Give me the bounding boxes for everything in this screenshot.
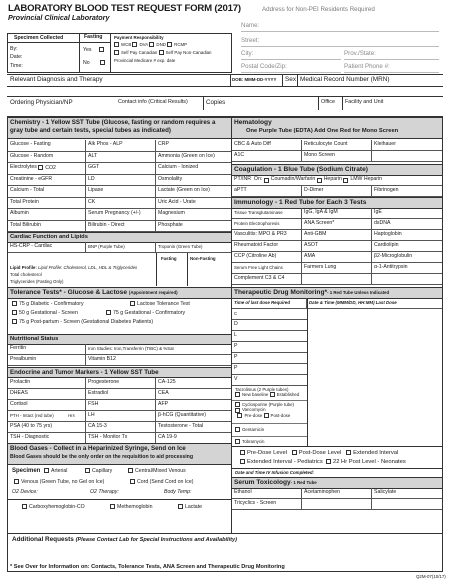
- nutritional-row: [8, 344, 231, 355]
- immunology-cell[interactable]: dsDNA: [374, 220, 391, 227]
- immunology-row: [232, 219, 442, 230]
- test-ptinr[interactable]: PT/INR On: Coumadin/Warfarin Heparin LMW Heparin: [234, 176, 383, 183]
- chemistry-row: [8, 186, 231, 198]
- name-field[interactable]: Name:: [241, 22, 439, 32]
- nutritional-header: Nutritional Status: [8, 334, 231, 345]
- lab-name: Provincial Clinical Laboratory: [8, 13, 110, 22]
- chemistry-row: [8, 163, 231, 175]
- immunology-cell[interactable]: CCP (Citroline Ab): [232, 252, 302, 262]
- chemistry-cell[interactable]: Serum Pregnancy (+/-): [86, 209, 156, 220]
- immunology-header: Immunology - 1 Red Tube for Each 3 Tests: [232, 197, 442, 209]
- test-troponin[interactable]: Troponin (Green Tube): [158, 244, 203, 250]
- level-options-2[interactable]: Extended Interval - Pediatrics 22 Hr Post Level - Neonates: [240, 459, 406, 466]
- tol-lactose[interactable]: Lactose Tolerance Test: [130, 301, 190, 308]
- bg-cord[interactable]: Cord (Send Cord on Ice): [130, 479, 194, 486]
- contact-info[interactable]: Contact info (Critical Results): [118, 99, 188, 105]
- coagulation-header: Coagulation - 1 Blue Tube (Sodium Citrate): [232, 164, 442, 176]
- coag-row: [232, 186, 442, 197]
- serumtox-row: [232, 488, 442, 499]
- immunology-cell[interactable]: α-1-Antitrypsin: [374, 264, 408, 271]
- tdm-drug-row: [232, 375, 307, 386]
- tdm-drug-row: [232, 320, 307, 331]
- tdm-drug-cell[interactable]: P: [234, 343, 238, 350]
- endocrine-cell[interactable]: CA 15-3: [86, 422, 156, 432]
- tdm-drug-row: [232, 331, 307, 342]
- tdm-drug-cell[interactable]: C: [234, 311, 238, 317]
- cortisol-hrs: Hrs: [68, 413, 75, 418]
- tol-50g-gest[interactable]: 50 g Gestational - Screen: [12, 310, 78, 317]
- relevant-diagnosis[interactable]: Relevant Diagnosis and Therapy: [10, 76, 103, 83]
- hematology-cell: [372, 151, 442, 161]
- immunology-row: [232, 208, 442, 219]
- phone-field[interactable]: Patient Phone #:: [344, 63, 439, 73]
- infusion-label[interactable]: Date and Time IV Infusion Completed:: [235, 470, 314, 475]
- bg-capillary[interactable]: Capillary: [85, 468, 112, 475]
- tol-postpartum[interactable]: 75 g Post-partum - Screen (Gestational Diabetes Patients): [12, 319, 153, 326]
- fasting-no[interactable]: No: [83, 60, 107, 67]
- test-ddimer[interactable]: D-Dimer: [302, 186, 372, 196]
- form-title: LABORATORY BLOOD TEST REQUEST FORM (2017): [8, 3, 241, 14]
- facility-label[interactable]: Facility and Unit: [345, 99, 384, 105]
- hematology-cell[interactable]: Mono Screen: [302, 151, 372, 161]
- payment-title: Payment Responsibility: [114, 35, 164, 40]
- tdm-drug-row: [232, 364, 307, 375]
- hematology-cell[interactable]: Kleihauer: [374, 141, 396, 148]
- serumtox-cell[interactable]: Salicylate: [374, 489, 397, 496]
- bloodgas-header: Blood Gases - Collect in a Heparinized Syringe, Send on Ice Blood Gases should be the only order on the requisition to aid processing: [8, 443, 231, 465]
- time-label: Time:: [10, 63, 23, 69]
- nutritional-row: [8, 355, 231, 366]
- chemistry-cell[interactable]: CRP: [158, 141, 169, 148]
- serumtox-cell: [372, 499, 442, 509]
- endocrine-cell[interactable]: Progesterone: [86, 378, 156, 388]
- endocrine-cell[interactable]: DHEAS: [8, 389, 86, 399]
- bg-co[interactable]: Carboxyhemoglobin-CO: [22, 504, 85, 511]
- chemistry-cell[interactable]: Glucose - Random: [8, 152, 86, 163]
- immunology-cell[interactable]: Anti-GBM: [302, 230, 372, 240]
- address-title: Address for Non-PEI Residents Required: [262, 6, 375, 13]
- immunology-row: [232, 274, 442, 285]
- hematology-row: [232, 151, 442, 162]
- endocrine-row: [8, 411, 231, 422]
- chemistry-cell[interactable]: GGT: [86, 163, 156, 174]
- lipid-profile[interactable]: Lipid Profile: Lipid Profile: Cholesterol, LDL, HDL & Triglycerides: [10, 265, 138, 270]
- fasting-yes[interactable]: Yes: [83, 47, 106, 54]
- level-options[interactable]: Pre-Dose Level Post-Dose Level Extended Interval: [240, 450, 398, 457]
- chemistry-cell[interactable]: CK: [86, 198, 156, 209]
- immunology-cell[interactable]: Rheumatoid Factor: [232, 241, 302, 251]
- body-temp[interactable]: Body Temp:: [164, 489, 192, 495]
- immunology-row: [232, 241, 442, 252]
- tdm-cyclosporine[interactable]: Cyclosporine (Purple tube) Vancomycin Pre-dose Post-dose: [235, 402, 294, 418]
- serumtox-header: Serum Toxicology- 1 Red Tube: [232, 477, 442, 489]
- immunology-cell[interactable]: ASOT: [302, 241, 372, 251]
- chemistry-cell[interactable]: Uric Acid - Urate: [158, 198, 196, 205]
- tdm-col2: Date & Time (MMM/DD, HH:MM) Last Dose: [309, 300, 397, 306]
- chemistry-cell[interactable]: Glucose - Fasting: [8, 140, 86, 151]
- immunology-row: [232, 230, 442, 241]
- office-label[interactable]: Office: [321, 99, 335, 105]
- test-fibrinogen[interactable]: Fibrinogen: [374, 187, 399, 194]
- chemistry-row: [8, 209, 231, 221]
- chemistry-row: [8, 198, 231, 210]
- fasting-label: Fasting: [84, 34, 103, 40]
- immunology-row: [232, 252, 442, 263]
- serumtox-cell: [302, 499, 372, 509]
- endocrine-cell[interactable]: β-hCG (Quantitative): [158, 412, 206, 419]
- form-code: Q2M-07(10/17): [416, 574, 446, 579]
- endocrine-row: [8, 422, 231, 433]
- endocrine-cell[interactable]: TSH - Monitor Tx: [86, 433, 156, 443]
- chemistry-row: [8, 152, 231, 164]
- immunology-cell[interactable]: AMA: [302, 252, 372, 262]
- coag-ptinr-row: [232, 175, 442, 186]
- city-field[interactable]: City:: [241, 50, 341, 60]
- tolerance-header: Tolerance Tests* - Glucose & Lactose (Appointment required): [8, 287, 231, 299]
- tol-75g-gest[interactable]: 75 g Gestational - Confirmatory: [106, 310, 185, 317]
- nutritional-cell[interactable]: Iron Studies: Iron,Transferrin (TIBC) & %Sat: [88, 346, 174, 352]
- bg-venous[interactable]: Venous (Green Tube, no Gel on Ice): [14, 479, 104, 486]
- bg-lactate[interactable]: Lactate: [178, 504, 202, 511]
- specimen-collected-label: Specimen Collected: [14, 35, 64, 41]
- chemistry-cell[interactable]: Phosphate: [158, 221, 183, 228]
- chemistry-row: [8, 221, 231, 233]
- immunology-cell[interactable]: Cardiolipin: [374, 242, 399, 249]
- endocrine-cell[interactable]: Testosterone - Total: [158, 423, 204, 430]
- postal-field[interactable]: Postal Code/Zip:: [241, 63, 341, 73]
- prov-field[interactable]: Prov./State:: [344, 50, 439, 60]
- nutritional-cell[interactable]: Prealbumin: [8, 355, 86, 365]
- endocrine-cell[interactable]: CEA: [158, 390, 169, 397]
- tdm-tacrolimus[interactable]: Tacrolimus (2 Purple tubes) New baseline Established: [235, 387, 300, 398]
- cardiac-row: [8, 242, 231, 253]
- o2-therapy[interactable]: O2 Therapy:: [90, 489, 119, 495]
- endocrine-cell[interactable]: Estradiol: [86, 389, 156, 399]
- test-hscrp[interactable]: HS-CRP - Cardiac: [8, 242, 86, 252]
- hematology-row: [232, 140, 442, 151]
- test-bnp[interactable]: BNP (Purple Tube): [86, 242, 156, 252]
- co2-label: CO2: [45, 164, 56, 171]
- endocrine-row: [8, 389, 231, 400]
- date-label: Date:: [10, 54, 23, 60]
- co2-checkbox[interactable]: [37, 165, 56, 172]
- chemistry-cell[interactable]: Alk Phos - ALP: [86, 140, 156, 151]
- hematology-header: Hematology One Purple Tube (EDTA) Add One Red for Mono Screen: [232, 117, 442, 139]
- nutritional-cell[interactable]: Ferritin: [8, 344, 86, 354]
- chemistry-cell[interactable]: Lactate (Green on Ice): [158, 187, 210, 194]
- chemistry-cell[interactable]: Osmolality: [158, 175, 183, 182]
- immunology-cell: [372, 274, 442, 284]
- immunology-cell[interactable]: Vasculitis: MPO & PR3: [232, 230, 302, 240]
- dob-label[interactable]: DOB: MMM-DD-YYYY: [232, 77, 277, 82]
- immunology-cell[interactable]: β2-Microglobulin: [374, 253, 413, 260]
- payment-options[interactable]: WCB DVA DND RCMP: [114, 42, 187, 47]
- immunology-cell[interactable]: Haptoglobin: [374, 231, 402, 238]
- tdm-col1: Time of last dose Required: [232, 298, 307, 308]
- endocrine-header: Endocrine and Tumor Markers - 1 Yellow SST Tube: [8, 367, 231, 378]
- endocrine-row: [8, 400, 231, 411]
- endocrine-cell[interactable]: PTH - Intact (red tube): [8, 411, 86, 421]
- endocrine-cell[interactable]: TSH - Diagnostic: [8, 433, 86, 443]
- endocrine-cell[interactable]: Cortisol: [8, 400, 86, 410]
- tdm-drug-row: [232, 309, 307, 320]
- immunology-cell[interactable]: Farmers Lung: [302, 263, 372, 273]
- tdm-drug-cell[interactable]: L: [234, 332, 237, 339]
- chemistry-cell[interactable]: ALT: [86, 152, 156, 163]
- chemistry-cell[interactable]: Ammonia (Green on Ice): [158, 152, 215, 159]
- immunology-cell[interactable]: Complement C3 & C4: [232, 274, 302, 284]
- immunology-cell[interactable]: Serum Free Light Chains: [232, 263, 302, 273]
- chemistry-cell[interactable]: Creatinine - eGFR: [8, 175, 86, 186]
- cardiac-header: Cardiac Function and Lipids: [8, 232, 231, 243]
- see-over-note: * See Over for Information on: Contacts, Tolerance Tests, ANA Screen and Therapeutic Drug Monitoring: [10, 564, 285, 570]
- o2-device[interactable]: O2 Device:: [12, 489, 38, 495]
- chemistry-row: [8, 140, 231, 152]
- tdm-drug-cell[interactable]: D: [234, 321, 238, 328]
- immunology-cell: [302, 274, 372, 284]
- bg-methemoglobin[interactable]: Methemoglobin: [110, 504, 152, 511]
- tdm-header: Therapeutic Drug Monitoring*- 1 Red Tube Unless Indicated: [232, 287, 442, 299]
- tdm-drug-cell[interactable]: P: [234, 354, 238, 361]
- specimen-label: Specimen: [12, 468, 41, 474]
- bg-arterial[interactable]: Arterial: [44, 468, 67, 475]
- fasting-col: Fasting: [161, 256, 177, 261]
- endocrine-cell[interactable]: CA-125: [158, 379, 176, 386]
- copies-label[interactable]: Copies: [206, 99, 226, 106]
- self-pay-options[interactable]: Self Pay Canadian Self Pay Non-Canadian: [114, 50, 212, 55]
- hematology-cell[interactable]: CBC & Auto Diff: [232, 140, 302, 150]
- endocrine-cell[interactable]: FSH: [86, 400, 156, 410]
- triglycerides[interactable]: Triglycerides (Fasting Only): [10, 279, 64, 284]
- hematology-cell[interactable]: Reticulocyte Count: [302, 140, 372, 150]
- chemistry-cell[interactable]: Bilirubin - Direct: [86, 221, 156, 232]
- medicare-label: Provincial Medicare # exp. date: [114, 58, 176, 63]
- immunology-row: [232, 263, 442, 274]
- chemistry-cell[interactable]: Calcium - Ionized: [158, 164, 199, 171]
- chemistry-cell[interactable]: Total Protein: [8, 198, 86, 209]
- chemistry-row: [8, 175, 231, 187]
- additional-requests[interactable]: Additional Requests (Please Contact Lab for Special Instructions and Availability): [12, 536, 238, 543]
- chemistry-header: Chemistry - 1 Yellow SST Tube (Glucose, fasting or random requires a gray tube and certain tests, special tubes as indicated): [8, 117, 231, 139]
- endocrine-cell[interactable]: LH: [86, 411, 156, 421]
- chemistry-cell[interactable]: Albumin: [8, 209, 86, 220]
- chemistry-cell[interactable]: Electrolytes CO2: [8, 163, 86, 174]
- tdm-drug-cell[interactable]: P: [234, 365, 238, 372]
- nonfasting-col: Non-Fasting: [190, 256, 216, 261]
- endocrine-cell[interactable]: CA 19-9: [158, 434, 177, 441]
- endocrine-cell[interactable]: Prolactin: [8, 378, 86, 388]
- immunology-cell[interactable]: Tissue Transglutaminase: [232, 208, 302, 218]
- serumtox-cell[interactable]: Tricyclics - Screen: [232, 499, 302, 509]
- endocrine-cell[interactable]: PSA (40 to 75 yrs): [8, 422, 86, 432]
- by-label: By:: [10, 46, 18, 52]
- test-aptt[interactable]: aPTT: [232, 186, 302, 196]
- tdm-tobramycin[interactable]: Tobramycin: [235, 439, 264, 444]
- chemistry-cell[interactable]: Lipase: [86, 186, 156, 197]
- serumtox-cell[interactable]: Acetaminophen: [302, 488, 372, 498]
- serumtox-row: [232, 499, 442, 510]
- mrn-label[interactable]: Medical Record Number (MRN): [300, 76, 390, 83]
- hematology-cell[interactable]: A1C: [232, 151, 302, 161]
- nutritional-cell[interactable]: Vitamin B12: [88, 356, 116, 363]
- tdm-drug-cell[interactable]: V: [234, 376, 238, 383]
- bg-central[interactable]: Central/Mixed Venous: [128, 468, 186, 475]
- serumtox-cell[interactable]: Ethanol: [232, 488, 302, 498]
- total-cholesterol[interactable]: Total cholesterol: [10, 272, 42, 277]
- tdm-drug-row: [232, 342, 307, 353]
- chemistry-cell[interactable]: Magnesium: [158, 210, 185, 217]
- endocrine-row: [8, 378, 231, 389]
- immunology-cell[interactable]: Protein Electrophoresis: [232, 219, 302, 229]
- sex-label[interactable]: Sex: [285, 76, 297, 83]
- chemistry-cell[interactable]: Total Bilirubin: [8, 221, 86, 232]
- street-field[interactable]: Street:: [241, 37, 439, 47]
- immunology-cell[interactable]: IgE: [374, 209, 382, 216]
- tdm-drug-row: [232, 353, 307, 364]
- chemistry-cell[interactable]: Calcium - Total: [8, 186, 86, 197]
- immunology-cell[interactable]: ANA Screen*: [302, 219, 372, 229]
- chemistry-cell[interactable]: LD: [86, 175, 156, 186]
- tdm-col-headers: [232, 298, 442, 309]
- tol-75g-diabetic[interactable]: 75 g Diabetic - Confirmatory: [12, 301, 84, 308]
- ordering-physician[interactable]: Ordering Physician/NP: [10, 99, 73, 106]
- immunology-cell[interactable]: IgG, IgA & IgM: [302, 208, 372, 218]
- tdm-gentamicin[interactable]: Gentamicin: [235, 427, 264, 432]
- endocrine-cell[interactable]: AFP: [158, 401, 169, 408]
